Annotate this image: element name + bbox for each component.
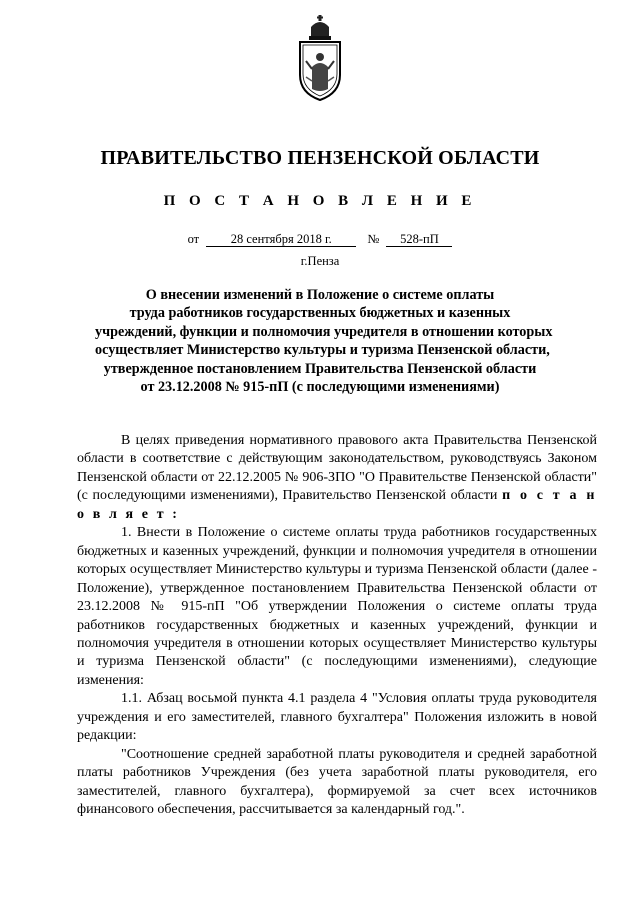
heading-line: от 23.12.2008 № 915-пП (с последующими изменениями) bbox=[140, 379, 500, 396]
heading-line: труда работников государственных бюджетных и казенных bbox=[129, 305, 511, 322]
document-number: 528-пП bbox=[386, 232, 452, 247]
government-title: ПРАВИТЕЛЬСТВО ПЕНЗЕНСКОЙ ОБЛАСТИ bbox=[100, 147, 540, 169]
heading-line: О внесении изменений в Положение о системе оплаты bbox=[145, 287, 495, 303]
paragraph-quote: "Соотношение средней заработной платы руководителя и средней заработной платы работников Учреждения (без учета заработной платы руководителя, его заместителей, главного бухгалтера), формируемой за счет всех источников финансового обеспечения, рассчитывается за календарный год.". bbox=[77, 746, 597, 818]
date-prefix: от bbox=[187, 232, 200, 246]
number-prefix: № bbox=[367, 232, 380, 246]
heading-line: учреждений, функции и полномочия учредителя в отношении которых bbox=[95, 323, 553, 340]
document-body bbox=[77, 432, 597, 820]
resolves-keyword: п о с т а н о в л я е т : bbox=[77, 488, 597, 522]
paragraph-item-1-1: 1.1. Абзац восьмой пункта 4.1 раздела 4 "Условия оплаты труда руководителя учреждения и его заместителей, главного бухгалтера" Положения изложить в новой редакции: bbox=[77, 691, 597, 744]
preamble-text: В целях приведения нормативного правового акта Правительства Пензенской области в соответствие с действующим законодательством, руководствуясь Законом Пензенской области от 22.12.2005 № 906-ЗПО "О Правительстве Пензенской области" (с последующими изменениями), Правительство Пензенской области bbox=[77, 433, 597, 504]
heading-line: утвержденное постановлением Правительства Пензенской области bbox=[103, 360, 537, 377]
document-heading bbox=[95, 286, 553, 396]
paragraph-preamble bbox=[77, 432, 597, 524]
document-type: П О С Т А Н О В Л Е Н И Е bbox=[163, 193, 477, 209]
city: г.Пенза bbox=[300, 254, 340, 268]
heading-line: осуществляет Министерство культуры и туризма Пензенской области, bbox=[95, 342, 550, 359]
paragraph-item-1: 1. Внести в Положение о системе оплаты труда работников государственных бюджетных и казенных учреждений, функции и полномочия учредителя в отношении которых осуществляет Министерство культуры и туризма Пензенской области (далее - Положение), утвержденное постановлением Правительства Пензенской области от 23.12.2008 № 915-пП "Об утверждении Положения о системе оплаты труда работников государственных бюджетных и казенных учреждений, функции и полномочия учредителя в отношении которых осуществляет Министерство культуры и туризма Пензенской области" (с последующими изменениями), следующие изменения: bbox=[77, 525, 597, 688]
date-line bbox=[0, 232, 640, 247]
document-date: 28 сентября 2018 г. bbox=[206, 232, 356, 247]
coat-of-arms-icon bbox=[297, 15, 343, 103]
